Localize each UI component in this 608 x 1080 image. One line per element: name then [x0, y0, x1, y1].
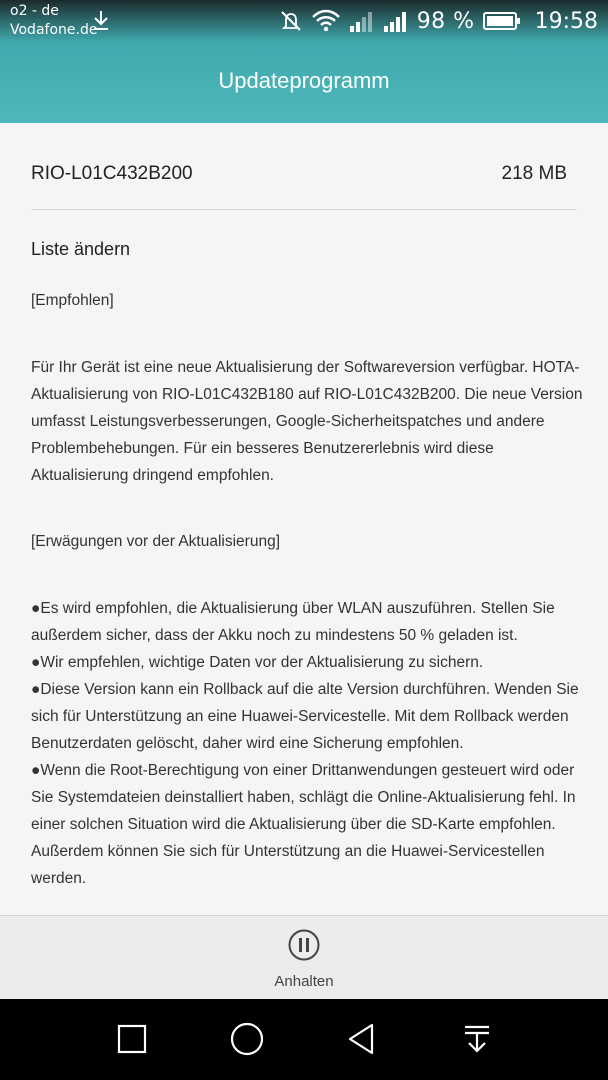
- recommended-tag: [Empfohlen]: [31, 292, 114, 309]
- download-icon: [92, 10, 110, 32]
- clock: 19:58: [534, 8, 598, 34]
- pause-icon[interactable]: [288, 929, 320, 961]
- page-title: Updateprogramm: [218, 68, 390, 93]
- pause-button[interactable]: [264, 916, 344, 1000]
- version-row: [31, 161, 577, 210]
- battery-percent: 98 %: [416, 8, 475, 34]
- changelog-title: Liste ändern: [31, 239, 131, 259]
- status-bar: [0, 0, 608, 42]
- carrier-line-2: Vodafone.de: [10, 22, 98, 38]
- list-item: ●Wenn die Root-Berechtigung von einer Drittanwendungen gesteuert wird oder Sie Systemdateien deinstalliert haben, schlägt die Online-Aktualisierung fehl. In einer solchen Situation wird die Aktualisierung über die SD-Karte empfohlen. Außerdem können Sie sich für Unterstützung an die Huawei-Servicestellen werden.: [31, 762, 576, 887]
- update-details[interactable]: [0, 123, 608, 915]
- version-name: RIO-L01C432B200: [31, 163, 193, 184]
- mute-icon: [279, 9, 303, 33]
- pause-label[interactable]: Anhalten: [274, 973, 334, 990]
- notification-pull-icon[interactable]: [457, 1019, 497, 1059]
- action-bar: [0, 915, 608, 1000]
- list-item: ●Wir empfehlen, wichtige Daten vor der Aktualisierung zu sichern.: [31, 654, 484, 671]
- list-item: ●Diese Version kann ein Rollback auf die alte Version durchführen. Wenden Sie sich für Unterstützung an eine Huawei-Servicestelle. Mit dem Rollback werden Benutzerdaten gelöscht, daher wird eine Sicherung empfohlen.: [31, 681, 579, 752]
- navigation-bar: [0, 999, 608, 1080]
- recents-square-icon[interactable]: [112, 1019, 152, 1059]
- signal-icon: [349, 9, 375, 33]
- considerations-list: [31, 595, 586, 892]
- wifi-icon: [311, 9, 341, 33]
- back-triangle-icon[interactable]: [342, 1019, 382, 1059]
- home-circle-icon[interactable]: [227, 1019, 267, 1059]
- carrier-label: [10, 2, 97, 40]
- top-bar: [0, 0, 608, 123]
- battery-icon: [483, 11, 521, 31]
- list-item: ●Es wird empfohlen, die Aktualisierung über WLAN auszuführen. Stellen Sie außerdem sicher, dass der Akku noch zu mindestens 50 % geladen ist.: [31, 600, 555, 644]
- signal-icon: [383, 9, 409, 33]
- update-description: Für Ihr Gerät ist eine neue Aktualisierung der Softwareversion verfügbar. HOTA-Aktualisierung von RIO-L01C432B180 auf RIO-L01C432B200. Die neue Version umfasst Leistungsverbesserungen, Google-Sicherheitspatches und andere Problembehebungen. Für ein besseres Benutzererlebnis wird diese Aktualisierung dringend empfohlen.: [31, 359, 583, 484]
- version-size: 218 MB: [501, 163, 567, 184]
- status-icons: [279, 6, 598, 36]
- considerations-tag: [Erwägungen vor der Aktualisierung]: [31, 533, 281, 550]
- carrier-line-1: o2 - de: [10, 3, 59, 19]
